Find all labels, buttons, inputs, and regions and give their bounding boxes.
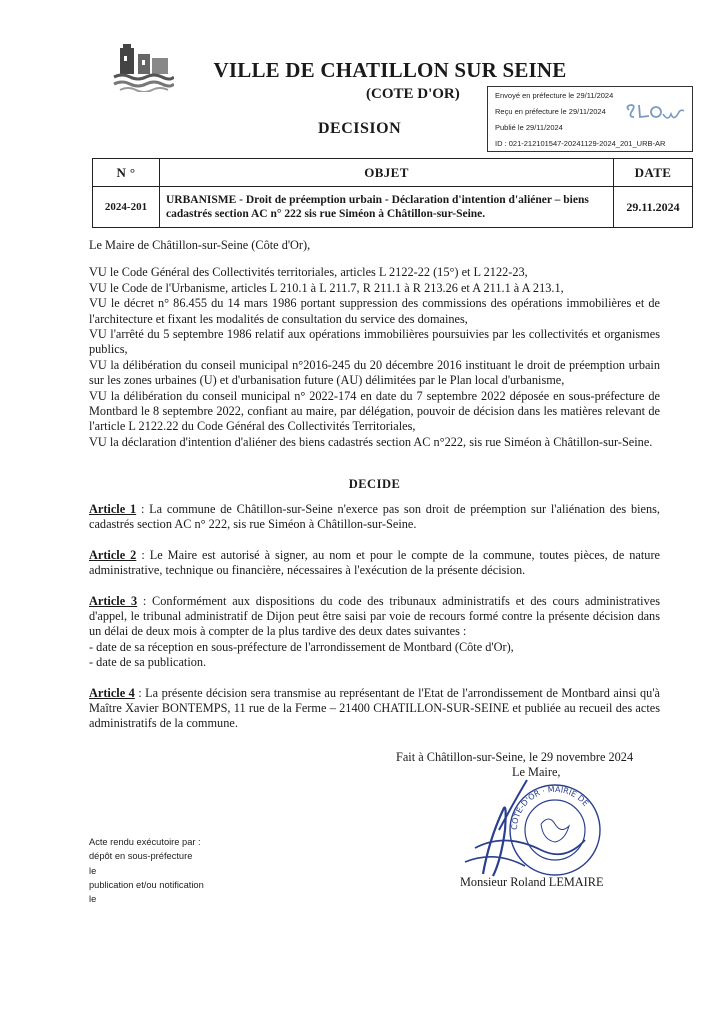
article-2 xyxy=(89,548,660,579)
signatory-name: Monsieur Roland LEMAIRE xyxy=(460,875,604,889)
header-object: OBJET xyxy=(160,159,614,187)
article-3-item: - date de sa publication. xyxy=(89,655,207,670)
signature-and-seal xyxy=(445,770,625,890)
stamp-id: ID : 021-212101547-20241129-2024_201_URB-AR xyxy=(495,139,666,148)
consideration-item: VU la délibération du conseil municipal n°2016-245 du 20 décembre 2016 instituant le droit de préemption urbain sur les zones urbaines (U) et d'urbanisation future (AU) délimitées par le Plan local d'urbanisme, xyxy=(89,357,660,388)
article-label: Article 1 xyxy=(89,502,137,516)
article-label: Article 3 xyxy=(89,593,138,608)
article-1 xyxy=(89,502,660,533)
consideration-item: VU le Code de l'Urbanisme, articles L 210.1 à L 211.7, R 211.1 à R 213.26 et A 211.1 à A 213.1, xyxy=(89,280,564,295)
consideration-item: VU le décret n° 86.455 du 14 mars 1986 portant suppression des commissions des opérations immobilières et de l'architecture et fixant les modalités de consultation du service des domaines, xyxy=(89,296,660,326)
document-type: DECISION xyxy=(318,120,402,137)
table-row xyxy=(93,187,693,228)
article-4 xyxy=(89,686,660,732)
stamp-sent: Envoyé en préfecture le 29/11/2024 xyxy=(495,91,614,100)
acte-line: le xyxy=(89,894,97,905)
article-text: : La commune de Châtillon-sur-Seine n'exerce pas son droit de préemption sur l'aliénation des biens, cadastrés section AC n° 222, sis rue Siméon à Châtillon-sur-Seine. xyxy=(89,502,661,532)
department: (COTE D'OR) xyxy=(366,86,460,102)
article-label: Article 4 xyxy=(89,685,135,700)
seal-text: CÔTE-D'OR · MAIRIE DE xyxy=(509,784,591,831)
acte-line: publication et/ou notification xyxy=(89,879,204,890)
enforceability-note xyxy=(89,835,204,906)
articles-block xyxy=(89,502,660,747)
intro-line: Le Maire de Châtillon-sur-Seine (Côte d'Or), xyxy=(89,238,311,252)
stamp-received: Reçu en préfecture le 29/11/2024 xyxy=(495,107,606,116)
header-date: DATE xyxy=(614,159,693,187)
decision-object: URBANISME - Droit de préemption urbain - Déclaration d'intention d'aliéner – biens cadastrés section AC n° 222 sis rue Siméon à Châtillon-sur-Seine. xyxy=(160,187,614,228)
signatory-role: Le Maire, xyxy=(512,765,561,779)
article-text: : Le Maire est autorisé à signer, au nom et pour le compte de la commune, toutes pièces, de nature administrative, technique ou financière, nécessaires à l'exécution de la présente décision. xyxy=(89,547,660,578)
town-name: VILLE DE CHATILLON SUR SEINE xyxy=(213,58,567,82)
consideration-item: VU la délibération du conseil municipal n° 2022-174 en date du 7 septembre 2022 déposée en sous-préfecture de Montbard le 8 septembre 2022, confiant au maire, par délégation, pouvoir de décision dans les matières relevant de l'article L 2122.22 du Code Général des Collectivités Territoriales, xyxy=(89,388,660,434)
article-3-item: - date de sa réception en sous-préfecture de l'arrondissement de Montbard (Côte d'Or), xyxy=(89,639,514,654)
acte-line: Acte rendu exécutoire par : xyxy=(89,837,201,847)
header-num: N ° xyxy=(93,159,160,187)
article-text: : Conformément aux dispositions du code des tribunaux administratifs et des cours administratives d'appel, le tribunal administratif de Dijon peut être saisi par voie de recours formé contre la présente décision dans un délai de deux mois à compter de la plus tardive des deux dates suivantes : xyxy=(89,593,660,639)
place-date: Fait à Châtillon-sur-Seine, le 29 novembre 2024 xyxy=(396,750,634,764)
object-table xyxy=(92,158,693,228)
stamp-published: Publié le 29/11/2024 xyxy=(495,123,563,132)
consideration-item: VU le Code Général des Collectivités territoriales, articles L 2122-22 (15°) et L 2122-23, xyxy=(89,265,528,280)
seal-inner-ring xyxy=(525,800,585,860)
slo-handwritten-mark xyxy=(623,102,685,124)
decision-date: 29.11.2024 xyxy=(614,187,693,228)
article-3 xyxy=(89,594,660,671)
acte-line: le xyxy=(89,865,97,876)
decide-heading: DECIDE xyxy=(348,477,401,491)
consideration-item: VU la déclaration d'intention d'aliéner des biens cadastrés section AC n°222, sis rue Siméon à Châtillon-sur-Seine. xyxy=(89,434,653,449)
town-logo xyxy=(112,44,174,92)
acte-line: dépôt en sous-préfecture xyxy=(89,851,193,862)
prefecture-stamp xyxy=(487,86,693,152)
decision-number: 2024-201 xyxy=(93,187,160,228)
article-label: Article 2 xyxy=(89,547,137,562)
considerations-block xyxy=(89,238,660,450)
consideration-item: VU l'arrêté du 5 septembre 1986 relatif aux opérations immobilières poursuivies par les collectivités et organismes publics, xyxy=(89,327,660,357)
article-text: : La présente décision sera transmise au représentant de l'Etat de l'arrondissement de Montbard ainsi qu'à Maître Xavier BONTEMPS, 11 rue de la Ferme – 21400 CHATILLON-SUR-SEINE et publiée au recueil des actes administratifs de la commune. xyxy=(89,685,661,731)
